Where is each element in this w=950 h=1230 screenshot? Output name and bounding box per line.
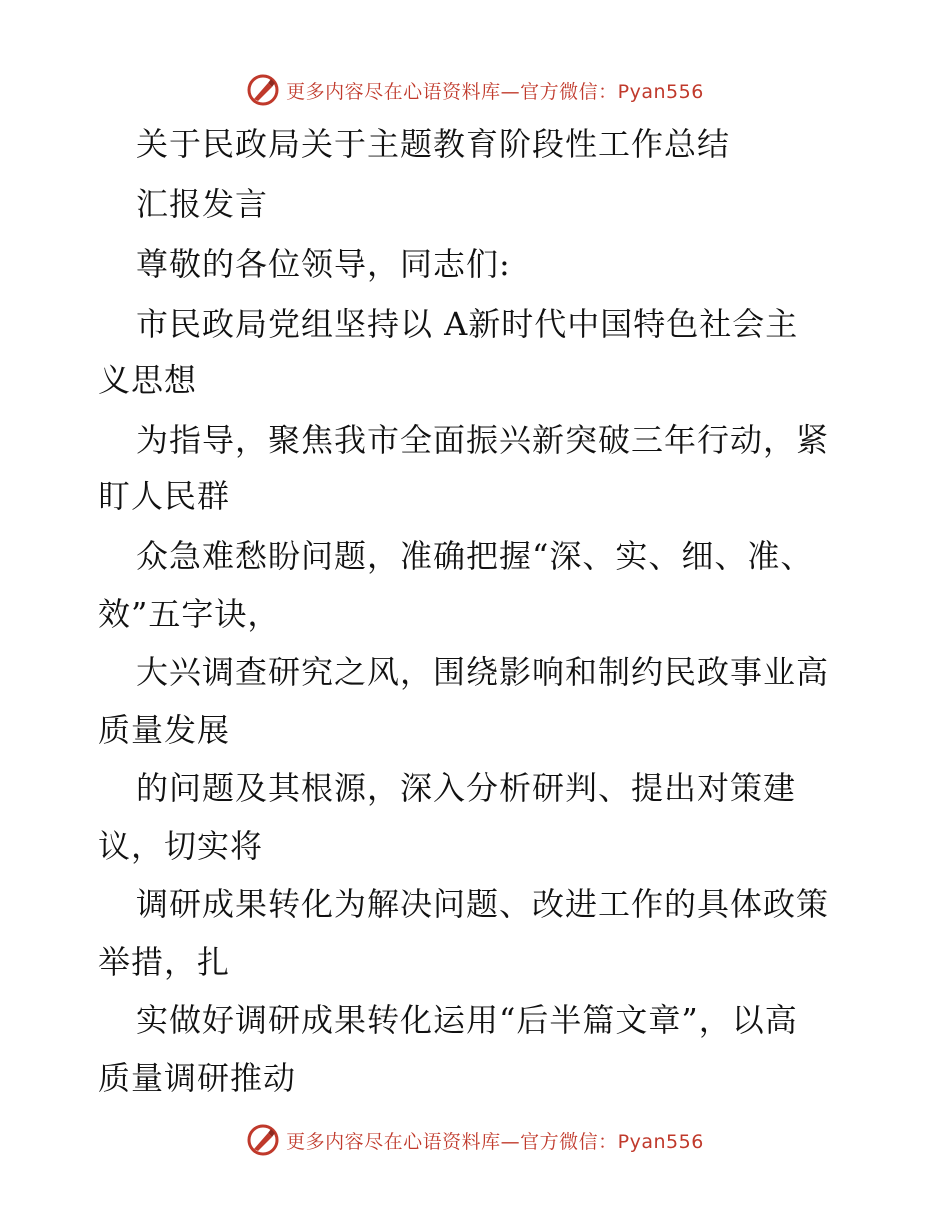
paragraph-line: 义思想 <box>98 361 198 399</box>
paragraph-line: 盯人民群 <box>98 477 231 515</box>
paragraph-line: 举措，扎 <box>98 943 231 981</box>
footer-watermark <box>0 1120 950 1160</box>
paragraph-line: 市民政局党组坚持以 A新时代中国特色社会主 <box>136 305 799 343</box>
watermark-text: 更多内容尽在心语资料库—官方微信：Pyan556 <box>286 1130 704 1153</box>
paragraph-line: 实做好调研成果转化运用“后半篇文章”，以高 <box>136 1001 798 1039</box>
pen-logo-icon <box>246 73 280 107</box>
header-watermark <box>0 70 950 110</box>
paragraph-line: 质量调研推动 <box>98 1059 297 1097</box>
paragraph-line: 的问题及其根源，深入分析研判、提出对策建 <box>136 769 797 807</box>
paragraph-line: 众急难愁盼问题，准确把握“深、实、细、准、 <box>136 537 814 575</box>
document-title-line1: 关于民政局关于主题教育阶段性工作总结 <box>136 125 731 163</box>
paragraph-line: 为指导，聚焦我市全面振兴新突破三年行动，紧 <box>136 421 830 459</box>
paragraph-line: 大兴调查研究之风，围绕影响和制约民政事业高 <box>136 653 830 691</box>
paragraph-line: 议，切实将 <box>98 827 264 865</box>
salutation: 尊敬的各位领导，同志们: <box>136 245 511 283</box>
paragraph-line: 质量发展 <box>98 711 231 749</box>
paragraph-line: 效”五字诀， <box>98 595 281 633</box>
document-title-line2: 汇报发言 <box>136 185 269 223</box>
pen-logo-icon <box>246 1123 280 1157</box>
paragraph-line: 调研成果转化为解决问题、改进工作的具体政策 <box>136 885 830 923</box>
watermark-text: 更多内容尽在心语资料库—官方微信：Pyan556 <box>286 80 704 103</box>
